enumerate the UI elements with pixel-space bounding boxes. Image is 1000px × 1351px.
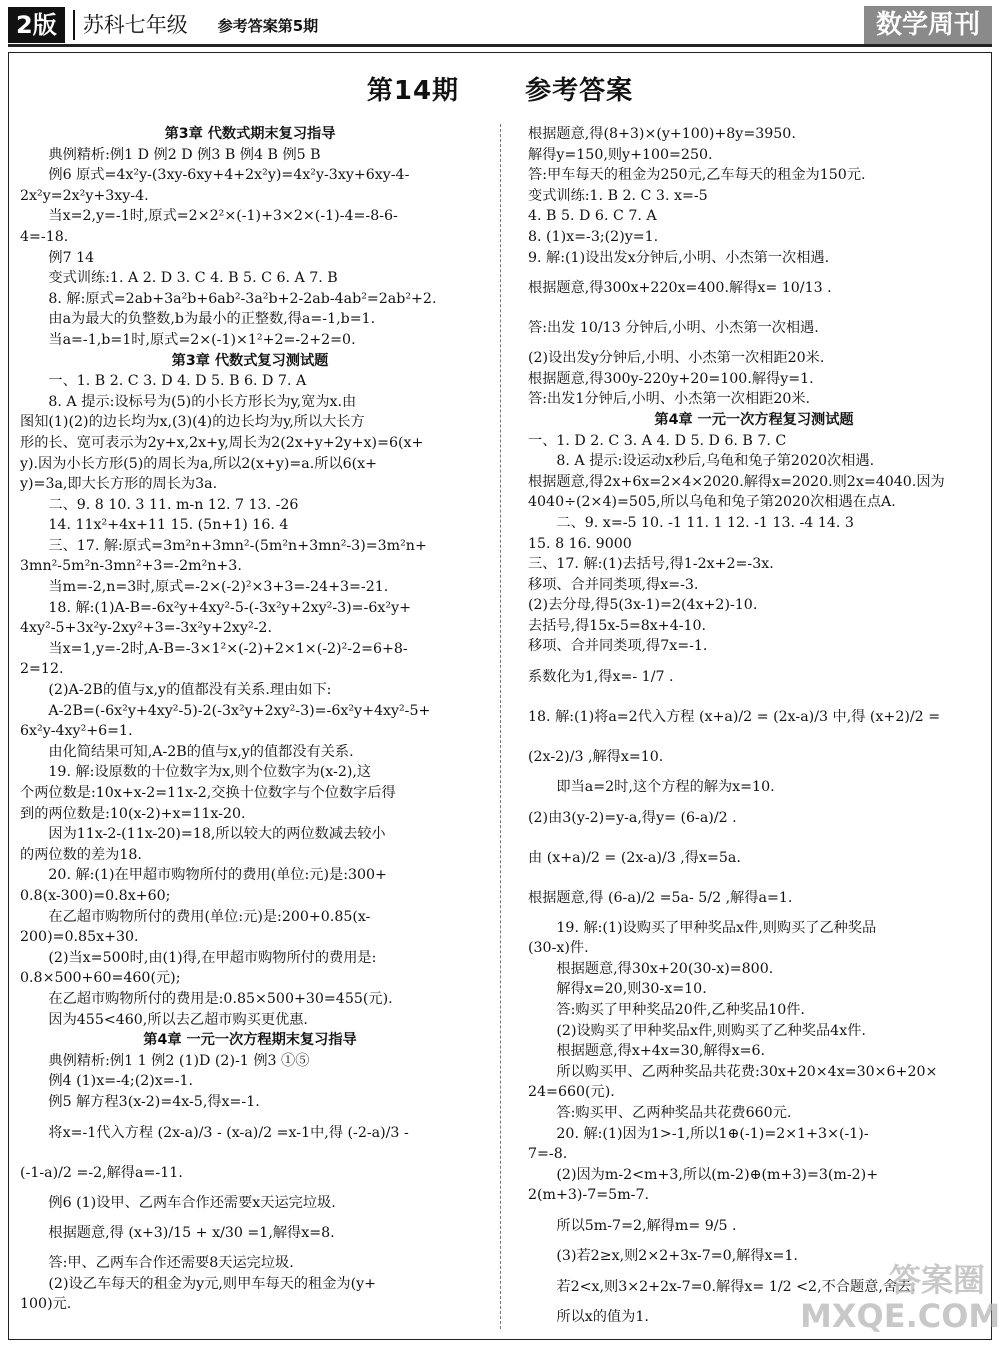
answer-line: 4xy²-5+3x²y-2xy²+3=-3x²y+2xy²-2.: [20, 620, 272, 637]
answer-line: 答:出发1分钟后,小明、小杰第一次相距20米.: [528, 391, 811, 408]
answer-line: 解得y=150,则y+100=250.: [528, 146, 713, 163]
answer-line: 2x²y=2x²y+3xy-4.: [20, 187, 149, 204]
answer-line: 将x=-1代入方程 (2x-a)/3 - (x-a)/2 =x-1中,得 (-2-a)/3 -: [48, 1124, 409, 1141]
answer-line: y).因为小长方形(5)的周长为a,所以2(x+y)=a.所以6(x+: [20, 455, 378, 472]
answer-line: 4=-18.: [20, 228, 69, 245]
answer-line: 例6 (1)设甲、乙两车合作还需要x天运完垃圾.: [48, 1194, 336, 1211]
answer-line: 在乙超市购物所付的费用(单位:元)是:200+0.85(x-: [48, 908, 371, 925]
answer-line: 一、1. B 2. C 3. D 4. D 5. B 6. D 7. A: [48, 373, 307, 390]
answer-line: 三、17. 解:(1)去括号,得1-2x+2=-3x.: [528, 556, 774, 573]
answer-line: 答:甲车每天的租金为250元,乙车每天的租金为150元.: [528, 167, 866, 184]
answer-line: 15. 8 16. 9000: [528, 535, 632, 552]
answer-line: 变式训练:1. B 2. C 3. x=-5: [528, 187, 708, 204]
answer-line: 个两位数是:10x+x-2=11x-2,交换十位数字与个位数字后得: [20, 785, 396, 801]
answer-line: 例6 原式=4x²y-(3xy-6xy+4+2x²y)=4x²y-3xy+6xy-4-: [48, 167, 410, 184]
answer-line: (2)设出发y分钟后,小明、小杰第一次相距20米.: [528, 350, 825, 367]
answer-line: 100)元.: [20, 1296, 72, 1313]
answer-line: 所以x的值为1.: [556, 1308, 649, 1325]
answer-line: (3)若2≥x,则2×2+3x-7=0,解得x=1.: [556, 1247, 798, 1264]
answer-line: (2)当x=500时,由(1)得,在甲超市购物所付的费用是:: [48, 949, 377, 966]
answer-line: 到的两位数是:10(x-2)+x=11x-20.: [20, 805, 246, 822]
answer-line: 例5 解方程3(x-2)=4x-5,得x=-1.: [48, 1093, 260, 1110]
answer-line: y)=3a,即大长方形的周长为3a.: [20, 476, 218, 493]
title-label: 参考答案: [525, 76, 634, 106]
answer-line: (2)设购买了甲种奖品x件,则购买了乙种奖品4x件.: [556, 1022, 866, 1039]
section-heading: 第3章 代数式复习测试题: [171, 352, 329, 369]
answer-line: 4. B 5. D 6. C 7. A: [528, 208, 657, 225]
answer-line: 在乙超市购物所付的费用是:0.85×500+30=455(元).: [48, 990, 393, 1007]
answer-line: 14. 11x²+4x+11 15. (5n+1) 16. 4: [48, 517, 289, 534]
right-column: [528, 124, 980, 1327]
answer-line: 4040÷(2×4)=505,所以乌龟和兔子第2020次相遇在点A.: [528, 494, 896, 511]
answer-line: 根据题意,得x+4x=30,解得x=6.: [556, 1043, 766, 1060]
answer-line: 二、9. x=-5 10. -1 11. 1 12. -1 13. -4 14. 3: [556, 514, 854, 531]
answer-line: 200)=0.85x+30.: [20, 929, 139, 946]
answer-line: 所以购买甲、乙两种奖品共花费:30x+20×4x=30×6+20×: [556, 1063, 938, 1080]
answer-line: 0.8(x-300)=0.8x+60;: [20, 887, 171, 904]
answer-line: 系数化为1,得x=- 1/7 .: [528, 669, 674, 686]
answer-line: 根据题意,得2x+6x=2×4×2020.解得x=2020.则2x=4040.因为: [528, 473, 945, 490]
answer-line: 移项、合并同类项,得7x=-1.: [528, 638, 708, 655]
issue-label: 参考答案第5期: [217, 16, 319, 35]
answer-line: 当m=-2,n=3时,原式=-2×(-2)²×3+3=-24+3=-21.: [48, 579, 389, 596]
answer-line: (-1-a)/2 =-2,解得a=-11.: [20, 1164, 183, 1181]
answer-line: 形的长、宽可表示为2y+x,2x+y,周长为2(2x+y+2y+x)=6(x+: [20, 434, 424, 451]
answer-line: 变式训练:1. A 2. D 3. C 4. B 5. C 6. A 7. B: [48, 270, 338, 287]
column-divider: [500, 124, 501, 1329]
answer-line: 答:购买了甲种奖品20件,乙种奖品10件.: [556, 1002, 805, 1019]
answer-line: 根据题意,得 (x+3)/15 + x/30 =1,解得x=8.: [48, 1225, 335, 1242]
answer-line: 所以5m-7=2,解得m= 9/5 .: [556, 1217, 737, 1234]
answer-line: 当x=2,y=-1时,原式=2×2²×(-1)+3×2×(-1)-4=-8-6-: [48, 208, 398, 225]
answer-line: 24=660(元).: [528, 1084, 615, 1101]
answer-line: 19. 解:设原数的十位数字为x,则个位数字为(x-2),这: [48, 764, 372, 781]
answer-line: 去括号,得15x-5=8x+4-10.: [528, 617, 707, 634]
answer-line: 8. A 提示:设运动x秒后,乌龟和兔子第2020次相遇.: [556, 453, 875, 470]
answer-line: 18. 解:(1)A-B=-6x²y+4xy²-5-(-3x²y+2xy²-3)=-6x²y+: [48, 599, 411, 616]
answer-line: 当x=1,y=-2时,A-B=-3×1²×(-2)+2×1×(-2)²-2=6+8-: [48, 640, 408, 657]
answer-line: 根据题意,得(8+3)×(y+100)+8y=3950.: [528, 126, 796, 142]
watermark: 答案圈 MXQE.COM: [800, 1261, 1000, 1335]
answer-line: (2)由3(y-2)=y-a,得y= (6-a)/2 .: [528, 809, 737, 826]
answer-line: 由a为最大的负整数,b为最小的正整数,得a=-1,b=1.: [48, 311, 376, 328]
answer-line: 一、1. D 2. C 3. A 4. D 5. D 6. B 7. C: [528, 432, 787, 449]
answer-line: 6x²y-4xy²+6=1.: [20, 723, 133, 740]
answer-line: 7=-8.: [528, 1146, 568, 1163]
answer-line: (2)A-2B的值与x,y的值都没有关系.理由如下:: [48, 682, 332, 699]
answer-line: (2)因为m-2<m+3,所以(m-2)⊕(m+3)=3(m-2)+: [556, 1166, 879, 1183]
answer-line: 的两位数的差为18.: [20, 846, 142, 863]
answer-line: 例7 14: [48, 249, 95, 266]
answer-line: A-2B=(-6x²y+4xy²-5)-2(-3x²y+2xy²-3)=-6x²y+4xy²-5+: [48, 702, 431, 719]
answer-line: 根据题意,得 (6-a)/2 =5a- 5/2 ,解得a=1.: [528, 889, 793, 906]
answer-line: 即当a=2时,这个方程的解为x=10.: [556, 779, 775, 796]
answer-line: 由化简结果可知,A-2B的值与x,y的值都没有关系.: [48, 743, 354, 760]
page-header: [8, 6, 992, 47]
section-heading: 第4章 一元一次方程期末复习指导: [143, 1032, 357, 1049]
answer-line: 解得x=20,则30-x=10.: [556, 981, 707, 998]
answer-line: 8. (1)x=-3;(2)y=1.: [528, 228, 659, 245]
answer-line: 2=12.: [20, 661, 64, 678]
section-heading: 第4章 一元一次方程复习测试题: [654, 411, 854, 428]
answer-line: 答:甲、乙两车合作还需要8天运完垃圾.: [48, 1255, 294, 1272]
answer-line: 20. 解:(1)在甲超市购物所付的费用(单位:元)是:300+: [48, 867, 387, 884]
answer-line: 根据题意,得300y-220y+20=100.解得y=1.: [528, 370, 814, 387]
answer-line: 因为455<460,所以去乙超市购买更优惠.: [48, 1011, 308, 1028]
edition-badge: 2版: [8, 7, 65, 43]
answer-line: 典例精析:例1 D 例2 D 例3 B 例4 B 例5 B: [48, 146, 321, 163]
answer-line: 二、9. 8 10. 3 11. m-n 12. 7 13. -26: [48, 496, 299, 513]
answer-line: 3mn²-5m²n-3mn²+3=-2m²n+3.: [20, 558, 242, 575]
answer-line: 根据题意,得30x+20(30-x)=800.: [556, 960, 774, 977]
answer-line: 0.8×500+60=460(元);: [20, 970, 181, 987]
answer-line: 因为11x-2-(11x-20)=18,所以较大的两位数减去较小: [48, 826, 386, 843]
answer-line: 答:购买甲、乙两种奖品共花费660元.: [556, 1105, 792, 1121]
answer-line: 18. 解:(1)将a=2代入方程 (x+a)/2 = (2x-a)/3 中,得 (x+2)/2 =: [528, 709, 941, 726]
page-title: [0, 70, 1000, 107]
brand-logo: 数学周刊: [864, 6, 992, 44]
answer-line: 例4 (1)x=-4;(2)x=-1.: [48, 1073, 194, 1090]
title-issue: 第14期: [366, 76, 460, 106]
answer-line: 答:出发 10/13 分钟后,小明、小杰第一次相遇.: [528, 320, 819, 337]
answer-line: (2)设乙车每天的租金为y元,则甲车每天的租金为(y+: [48, 1275, 377, 1292]
answer-line: 19. 解:(1)设购买了甲种奖品x件,则购买了乙种奖品: [556, 919, 877, 936]
answer-line: 20. 解:(1)因为1>-1,所以1⊕(-1)=2×1+3×(-1)-: [556, 1125, 869, 1142]
answer-line: 2(m+3)-7=5m-7.: [528, 1187, 649, 1204]
answer-line: 移项、合并同类项,得x=-3.: [528, 576, 699, 593]
answer-line: 当a=-1,b=1时,原式=2×(-1)×1²+2=-2+2=0.: [48, 331, 356, 348]
answer-line: 图知(1)(2)的边长均为x,(3)(4)的边长均为y,所以大长方: [20, 414, 365, 431]
answer-line: 8. 解:原式=2ab+3a²b+6ab²-3a²b+2-2ab-4ab²=2ab²+2.: [48, 290, 437, 307]
answer-line: 典例精析:例1 1 例2 (1)D (2)-1 例3 ①⑤: [48, 1052, 310, 1069]
grade-label: 苏科七年级: [73, 10, 188, 40]
answer-line: (2)去分母,得5(3x-1)=2(4x+2)-10.: [528, 597, 758, 614]
answer-line: 由 (x+a)/2 = (2x-a)/3 ,得x=5a.: [528, 849, 741, 866]
section-heading: 第3章 代数式期末复习指导: [164, 126, 336, 142]
answer-line: 若2<x,则3×2+2x-7=0.解得x= 1/2 <2,不合题意,舍去.: [556, 1278, 916, 1295]
answer-line: 8. A 提示:设标号为(5)的小长方形长为y,宽为x.由: [48, 393, 357, 410]
answer-line: 9. 解:(1)设出发x分钟后,小明、小杰第一次相遇.: [528, 249, 830, 266]
answer-line: 根据题意,得300x+220x=400.解得x= 10/13 .: [528, 280, 832, 297]
left-column: [20, 124, 480, 1315]
answer-line: (30-x)件.: [528, 940, 589, 957]
answer-line: (2x-2)/3 ,解得x=10.: [528, 749, 664, 766]
answer-line: 三、17. 解:原式=3m²n+3mn²-(5m²n+3mn²-3)=3m²n+: [48, 537, 427, 554]
